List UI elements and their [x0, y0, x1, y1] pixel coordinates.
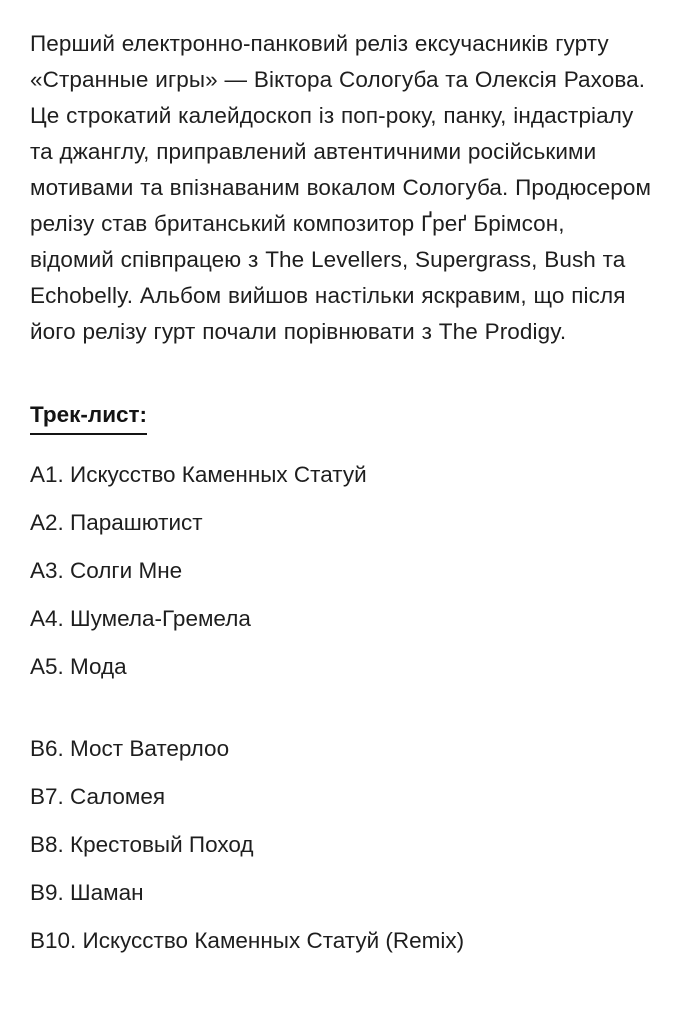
list-item: A5. Мода: [30, 654, 127, 679]
tracklist-heading-wrapper: [30, 350, 655, 435]
list-item: A2. Парашютист: [30, 510, 203, 535]
album-description: Перший електронно-панковий реліз ексучасників гурту «Странные игры» — Віктора Сологуба та Олексія Рахова. Це строкатий калейдоскоп із поп-року, панку, індастріалу та джанглу, приправлений автентичними російськими мотивами та впізнаваним вокалом Сологуба. Продюсером релізу став британський композитор Ґреґ Брімсон, відомий співпрацею з The Levellers, Supergrass, Bush та Echobelly. Альбом вийшов настільки яскравим, що після його релізу гурт почали порівнювати з The Prodigy.: [30, 31, 652, 344]
list-item: A4. Шумела-Гремела: [30, 606, 251, 631]
list-item: B6. Мост Ватерлоо: [30, 736, 230, 761]
tracklist-heading: Трек-лист:: [30, 398, 147, 435]
list-item: B9. Шаман: [30, 880, 144, 905]
list-item: A1. Искусство Каменных Статуй: [30, 462, 367, 487]
list-item: B8. Крестовый Поход: [30, 832, 254, 857]
list-item: A3. Солги Мне: [30, 558, 183, 583]
list-item: B10. Искусство Каменных Статуй (Remix): [30, 928, 465, 953]
list-item: B7. Саломея: [30, 784, 166, 809]
tracklist: [30, 451, 655, 965]
